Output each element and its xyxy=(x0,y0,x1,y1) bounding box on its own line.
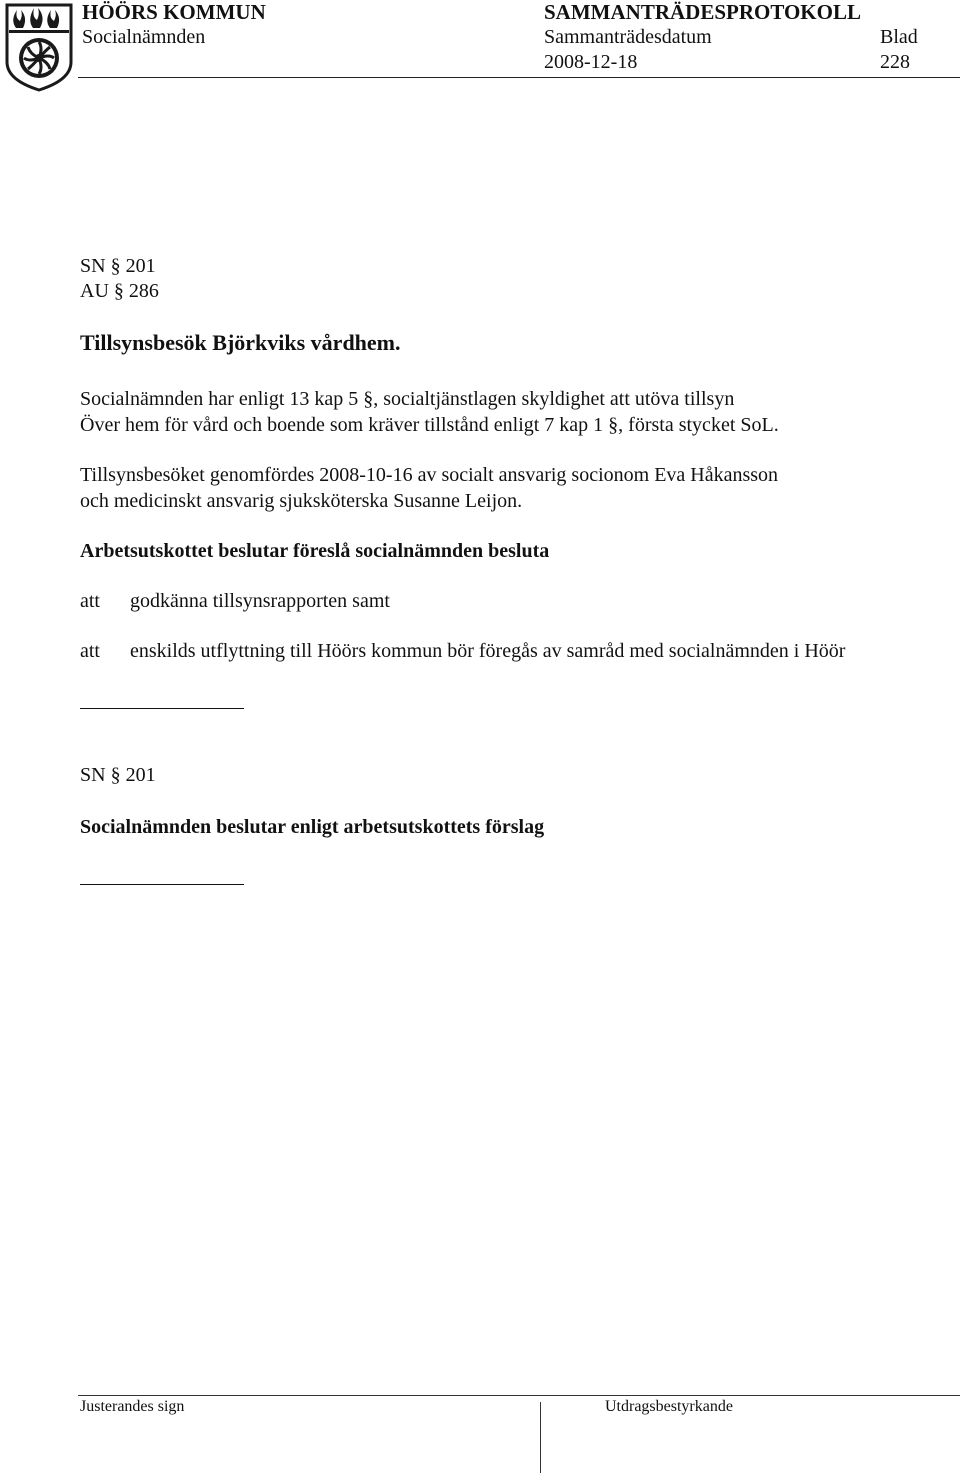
decision-text: Socialnämnden beslutar enligt arbetsutskottets förslag xyxy=(80,816,545,838)
decision-reference: SN § 201 xyxy=(80,764,156,786)
proposal-item-text: enskilds utflyttning till Höörs kommun bör föregås av samråd med socialnämnden i Höör xyxy=(130,640,846,662)
page-label: Blad xyxy=(880,26,918,48)
paragraph-line: Över hem för vård och boende som kräver tillstånd enligt 7 kap 1 §, första stycket SoL. xyxy=(80,414,779,436)
utdragsbestyrkande-label: Utdragsbestyrkande xyxy=(605,1398,733,1415)
municipality-name: HÖÖRS KOMMUN xyxy=(82,0,266,24)
au-reference: AU § 286 xyxy=(80,280,159,302)
paragraph-line: och medicinskt ansvarig sjuksköterska Susanne Leijon. xyxy=(80,490,523,512)
page-number: 228 xyxy=(880,51,910,73)
section-separator xyxy=(80,884,244,885)
proposal-item-prefix: att xyxy=(80,590,100,612)
meeting-date-label: Sammanträdesdatum xyxy=(544,26,712,48)
justerandes-sign-label: Justerandes sign xyxy=(80,1398,185,1415)
proposal-item-text: godkänna tillsynsrapporten samt xyxy=(130,590,390,612)
coat-of-arms-icon xyxy=(4,2,74,92)
hoor-coat-of-arms-logo xyxy=(4,2,74,92)
paragraph-line: Tillsynsbesöket genomfördes 2008-10-16 av socialt ansvarig socionom Eva Håkansson xyxy=(80,464,779,486)
header-divider xyxy=(78,77,960,78)
proposal-item-prefix: att xyxy=(80,640,100,662)
section-separator xyxy=(80,708,244,709)
sn-reference: SN § 201 xyxy=(80,255,156,277)
committee-name: Socialnämnden xyxy=(82,26,206,48)
case-title: Tillsynsbesök Björkviks vårdhem. xyxy=(80,330,401,355)
meeting-date-value: 2008-12-18 xyxy=(544,51,638,73)
footer-divider xyxy=(78,1395,960,1396)
proposal-heading: Arbetsutskottet beslutar föreslå socialnämnden besluta xyxy=(80,540,550,562)
footer-column-divider xyxy=(540,1402,541,1473)
document-type: SAMMANTRÄDESPROTOKOLL xyxy=(544,0,861,24)
paragraph-line: Socialnämnden har enligt 13 kap 5 §, socialtjänstlagen skyldighet att utöva tillsyn xyxy=(80,388,735,410)
